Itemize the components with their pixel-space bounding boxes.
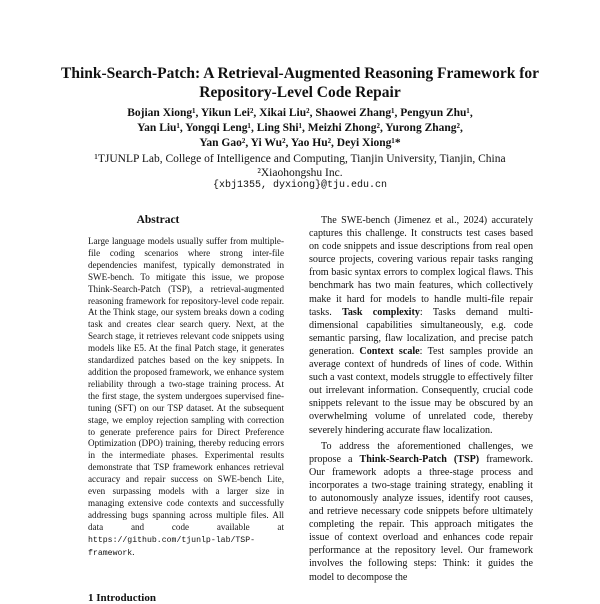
paper-title: Think-Search-Patch: A Retrieval-Augmented Reasoning Framework for Repository-Level Code Repair <box>60 65 539 101</box>
text-run: : Test samples provide an average context of hundreds of lines of code. Within such a vast context, models struggle to effectively filter out irrelevant information. Consequently, crucial code snippets relevant to the issue may be obscured by an overwhelming volume of unrelated code, thereby severely hindering accurate flaw localization. <box>309 345 533 436</box>
text-run: : Tasks demand multi-dimensional capabilities simultaneously, e.g. code semantic parsing, flaw localization, and precise patch generation. <box>309 306 533 357</box>
abstract-body: Large language models usually suffer from multiple-file coding scenarios where strong inter-file dependencies manifest, typically demonstrated in SWE-bench. To mitigate this issue, we propose Think-Search-Patch (TSP), a retrieval-augmented reasoning framework for repository-level code repair. At the Think stage, our system breaks down a coding task and creates clear search query. Next, at the Search stage, it retrieves relevant code snippets using models like E5. At the final Patch stage, it generates standardized patches based on the key snippets. In addition the proposed framework, we enhance system reliability through a two-stage training process. At the first stage, the system undergoes supervised fine-tuning (SFT) on our TSP dataset. At the subsequent stage, we employ rejection sampling with correction to generate preference pairs for Direct Preference Optimization (DPO) training, thereby reducing errors in the intermediate phases. Experimental results demonstrate that TSP framework enhances retrieval accuracy and repair success on SWE-bench Lite, even surpassing models with a larger size in managing extensive code contexts and successfully addressing bugs spanning across multiple files. All data and code available at <box>88 236 284 532</box>
paragraph-swe-bench <box>309 214 533 437</box>
term-tsp: Think-Search-Patch (TSP) <box>359 453 480 465</box>
paragraph-tsp-proposal <box>309 440 533 584</box>
author-list <box>40 106 560 151</box>
text-run: The SWE-bench (Jimenez et al., 2024) accurately captures this challenge. It constructs test cases based on code snippets and issue descriptions from real open source projects, covering various repair tasks ranging from basic syntax errors to complex logical flaws. This benchmark has two main features, which collectively make it hard for models to handle multi-file repair tasks. <box>309 215 533 318</box>
abstract-end: . <box>132 546 135 557</box>
author-line-3: Yan Gao², Yi Wu², Yao Hu², Deyi Xiong¹* <box>199 137 401 149</box>
text-run: To address the aforementioned challenges, we propose a <box>309 440 533 465</box>
affiliations <box>40 152 560 180</box>
affiliation-2: ²Xiaohongshu Inc. <box>257 167 343 179</box>
author-line-1: Bojian Xiong¹, Yikun Lei², Xikai Liu², Shaowei Zhang¹, Pengyun Zhu¹, <box>127 107 473 119</box>
text-run: framework. Our framework adopts a three-stage process and incorporates a two-stage training strategy, enabling it to autonomously analyze issues, identify root causes, and retrieve necessary code snippets before ultimately completing the repair. This approach mitigates the issue of context overload and enhances code repair performance at the repository level. Our framework involves the following steps: Think: it guides the model to decompose the <box>309 453 533 583</box>
affiliation-1: ¹TJUNLP Lab, College of Intelligence and Computing, Tianjin University, Tianjin, China <box>94 153 506 165</box>
section-heading-introduction: 1 Introduction <box>88 592 156 604</box>
term-task-complexity: Task complexity <box>342 306 420 318</box>
author-email: {xbj1355, dyxiong}@tju.edu.cn <box>212 180 388 191</box>
body-column-right <box>309 214 533 584</box>
abstract-heading: Abstract <box>136 214 180 226</box>
author-line-2: Yan Liu¹, Yongqi Leng¹, Ling Shi¹, Meizhi Zhong², Yurong Zhang², <box>137 122 463 134</box>
term-context-scale: Context scale <box>359 345 420 357</box>
repo-link[interactable]: https://github.com/tjunlp-lab/TSP-framework <box>88 535 256 558</box>
abstract-text <box>88 236 284 559</box>
